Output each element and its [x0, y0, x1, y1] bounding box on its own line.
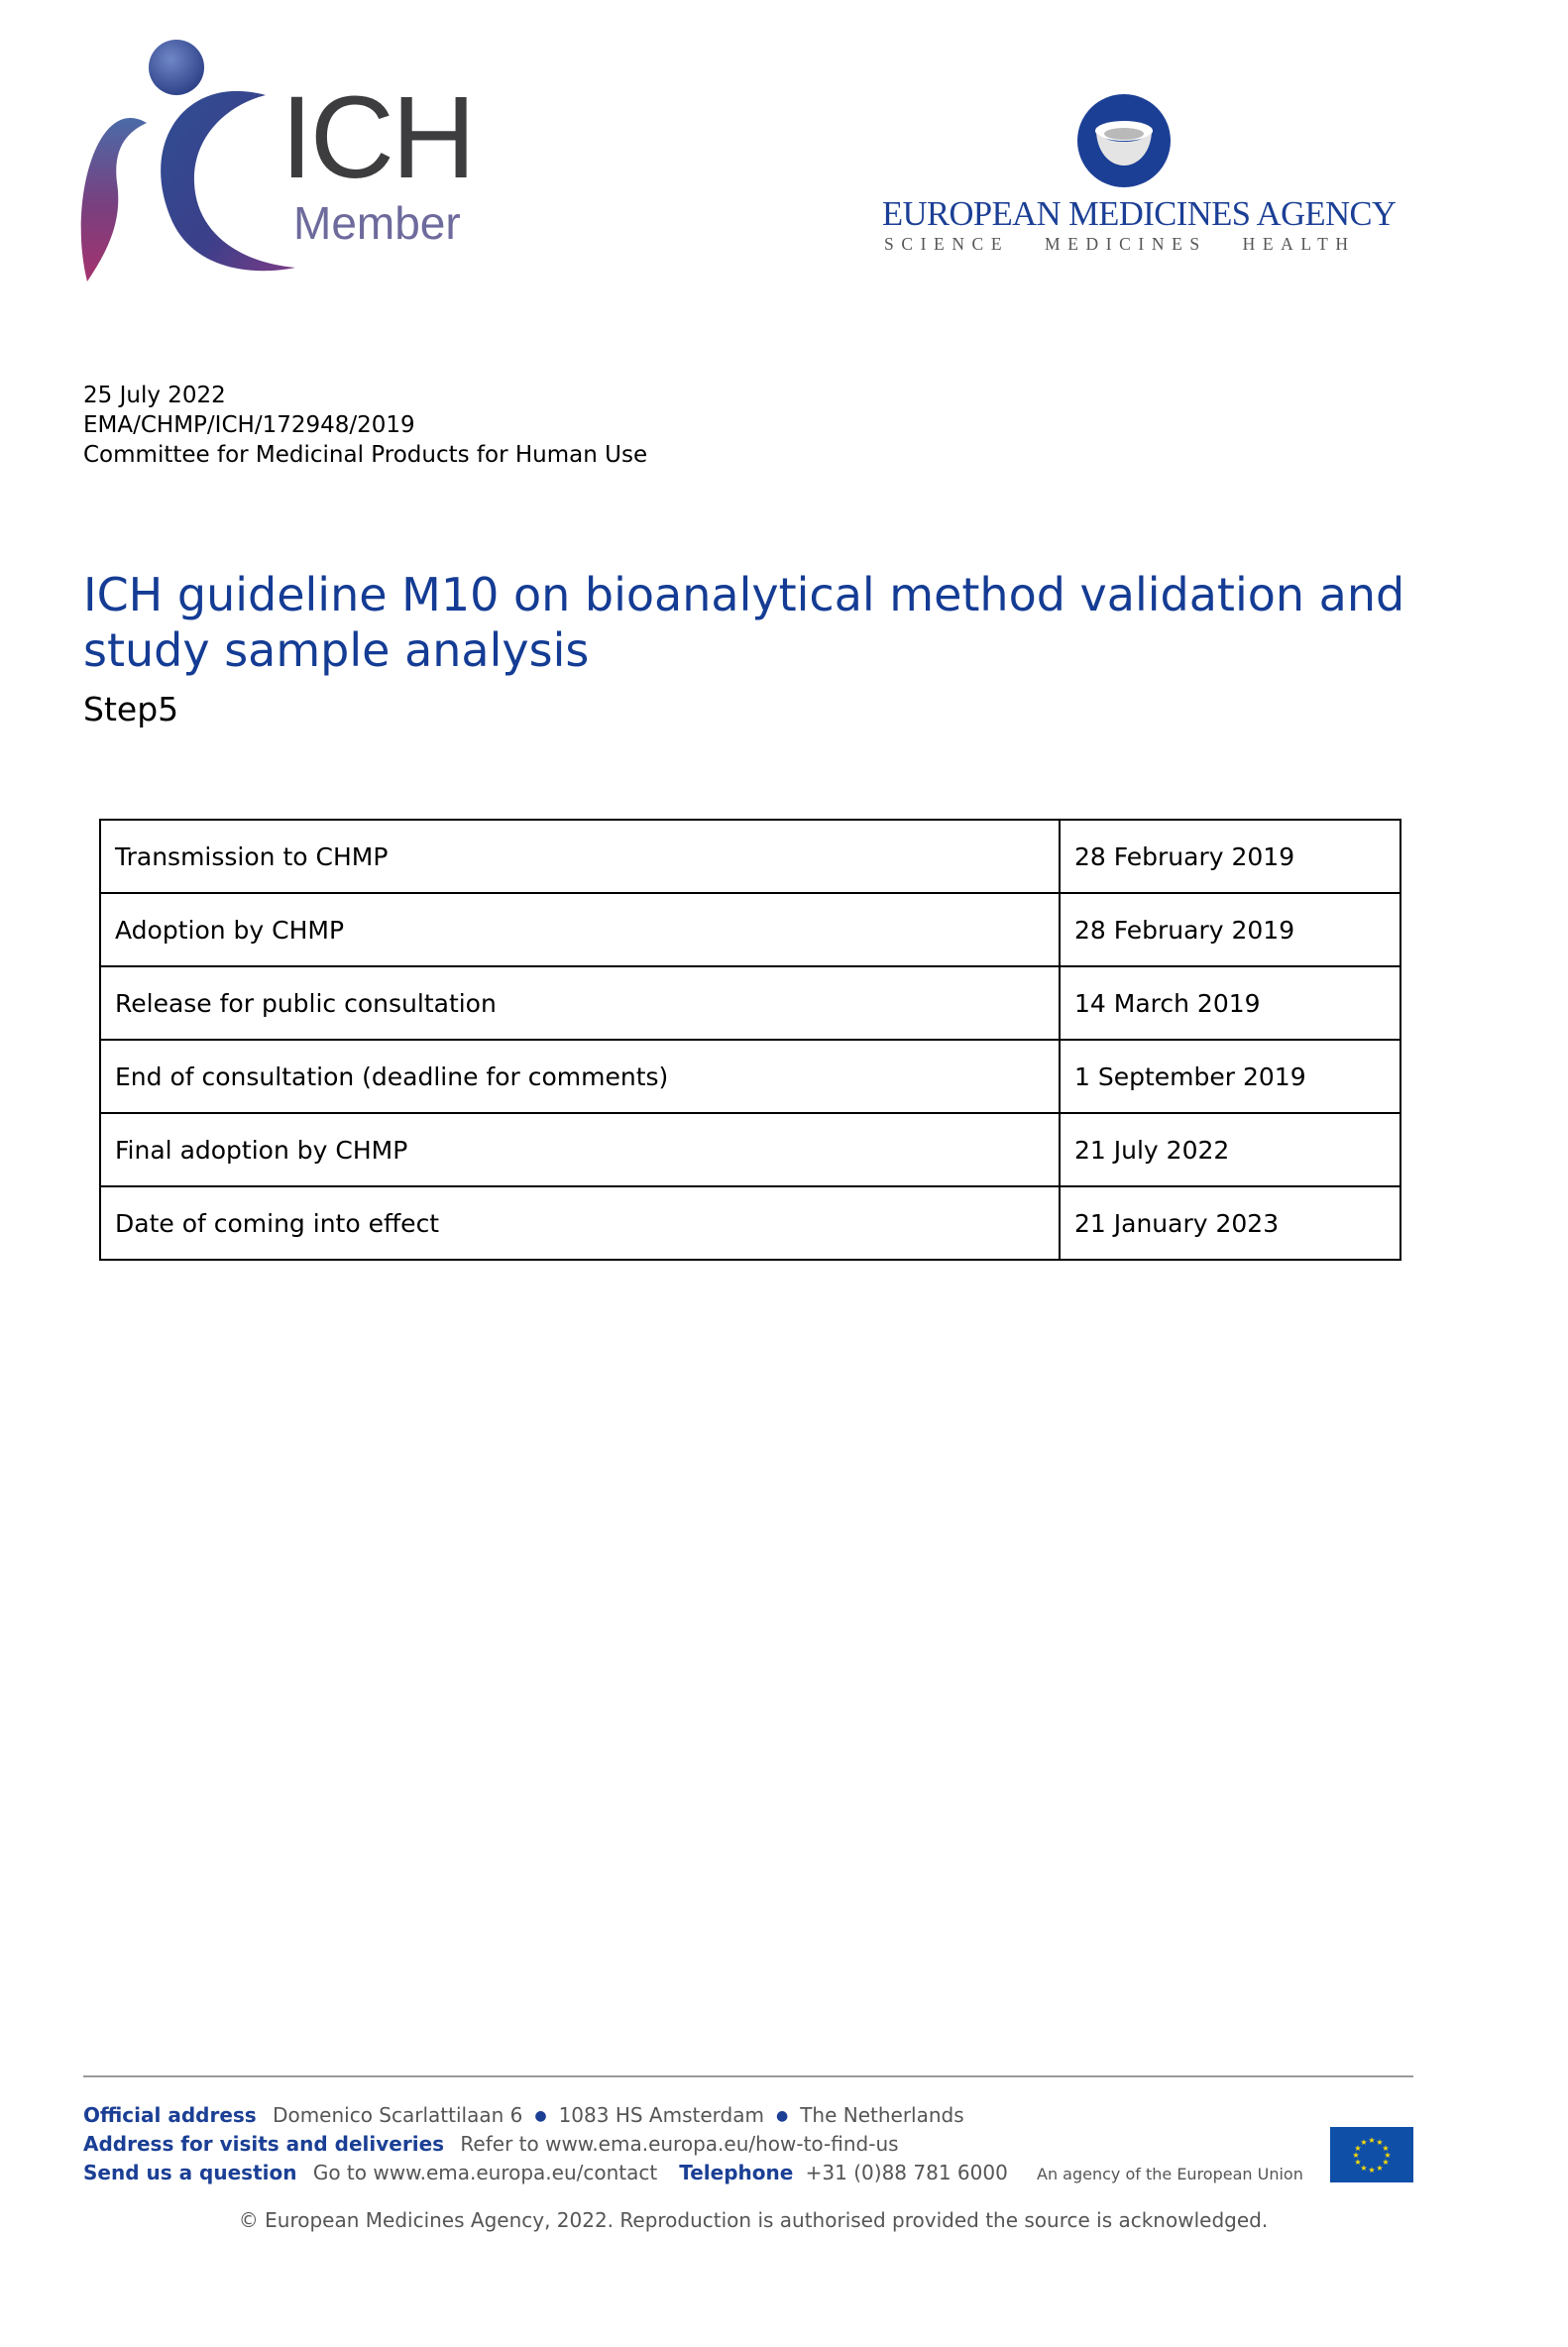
- svg-text:★: ★: [1360, 2138, 1368, 2147]
- table-row: [100, 1113, 1400, 1186]
- svg-text:★: ★: [1368, 2136, 1376, 2145]
- event-cell: Adoption by CHMP: [100, 893, 1060, 966]
- contact-link[interactable]: Go to www.ema.europa.eu/contact: [312, 2161, 658, 2184]
- timeline-table: [99, 819, 1401, 1261]
- event-cell: Date of coming into effect: [100, 1186, 1060, 1260]
- document-title: ICH guideline M10 on bioanalytical method validation and study sample analysis: [83, 568, 1405, 677]
- table-row: [100, 820, 1400, 893]
- ich-member-logo: [77, 34, 494, 291]
- table-row: [100, 1186, 1400, 1260]
- svg-text:★: ★: [1382, 2158, 1390, 2167]
- document-reference: EMA/CHMP/ICH/172948/2019: [83, 412, 415, 438]
- question-label: Send us a question: [83, 2161, 297, 2184]
- address-city: 1083 HS Amsterdam: [558, 2103, 764, 2127]
- telephone-label: Telephone: [679, 2161, 794, 2184]
- date-cell: 1 September 2019: [1060, 1040, 1400, 1113]
- telephone-value: +31 (0)88 781 6000: [805, 2161, 1008, 2184]
- event-cell: Transmission to CHMP: [100, 820, 1060, 893]
- svg-text:★: ★: [1384, 2151, 1392, 2160]
- event-cell: End of consultation (deadline for comments): [100, 1040, 1060, 1113]
- ich-wordmark: ICH: [280, 72, 474, 203]
- ema-emblem-icon: [1074, 94, 1174, 193]
- svg-text:★: ★: [1382, 2144, 1390, 2153]
- date-cell: 28 February 2019: [1060, 893, 1400, 966]
- visits-link[interactable]: Refer to www.ema.europa.eu/how-to-find-us: [460, 2132, 899, 2156]
- date-cell: 28 February 2019: [1060, 820, 1400, 893]
- official-address-row: [83, 2101, 1008, 2130]
- svg-text:★: ★: [1354, 2158, 1362, 2167]
- document-step: Step5: [83, 690, 179, 728]
- table-row: [100, 966, 1400, 1040]
- ema-name: EUROPEAN MEDICINES AGENCY: [882, 195, 1397, 233]
- date-cell: 21 July 2022: [1060, 1113, 1400, 1186]
- address-country: The Netherlands: [800, 2103, 964, 2127]
- date-cell: 21 January 2023: [1060, 1186, 1400, 1260]
- bullet-icon: ●: [775, 2108, 789, 2124]
- copyright-notice: © European Medicines Agency, 2022. Reproduction is authorised provided the source is acknowledged.: [238, 2208, 1269, 2232]
- visits-row: [83, 2130, 1008, 2159]
- svg-text:★: ★: [1376, 2138, 1384, 2147]
- eu-flag-icon: [1330, 2127, 1413, 2182]
- bullet-icon: ●: [534, 2108, 547, 2124]
- document-date: 25 July 2022: [83, 383, 226, 408]
- footer-contact: [83, 2101, 1008, 2187]
- svg-text:★: ★: [1360, 2164, 1368, 2173]
- official-address-label: Official address: [83, 2103, 257, 2127]
- address-street: Domenico Scarlattilaan 6: [273, 2103, 523, 2127]
- visits-label: Address for visits and deliveries: [83, 2132, 445, 2156]
- ema-tagline: SCIENCE MEDICINES HEALTH: [884, 234, 1356, 254]
- footer-divider: [83, 2075, 1413, 2077]
- document-meta: [83, 381, 647, 470]
- svg-text:★: ★: [1376, 2164, 1384, 2173]
- committee-name: Committee for Medicinal Products for Human Use: [83, 442, 648, 468]
- date-cell: 14 March 2019: [1060, 966, 1400, 1040]
- table-row: [100, 1040, 1400, 1113]
- eu-agency-text: An agency of the European Union: [1037, 2165, 1303, 2183]
- ema-logo: [882, 91, 1397, 260]
- svg-text:★: ★: [1352, 2151, 1360, 2160]
- svg-text:★: ★: [1354, 2144, 1362, 2153]
- ich-member-label: Member: [293, 197, 461, 249]
- event-cell: Release for public consultation: [100, 966, 1060, 1040]
- table-row: [100, 893, 1400, 966]
- question-row: [83, 2159, 1008, 2187]
- svg-text:★: ★: [1368, 2166, 1376, 2175]
- event-cell: Final adoption by CHMP: [100, 1113, 1060, 1186]
